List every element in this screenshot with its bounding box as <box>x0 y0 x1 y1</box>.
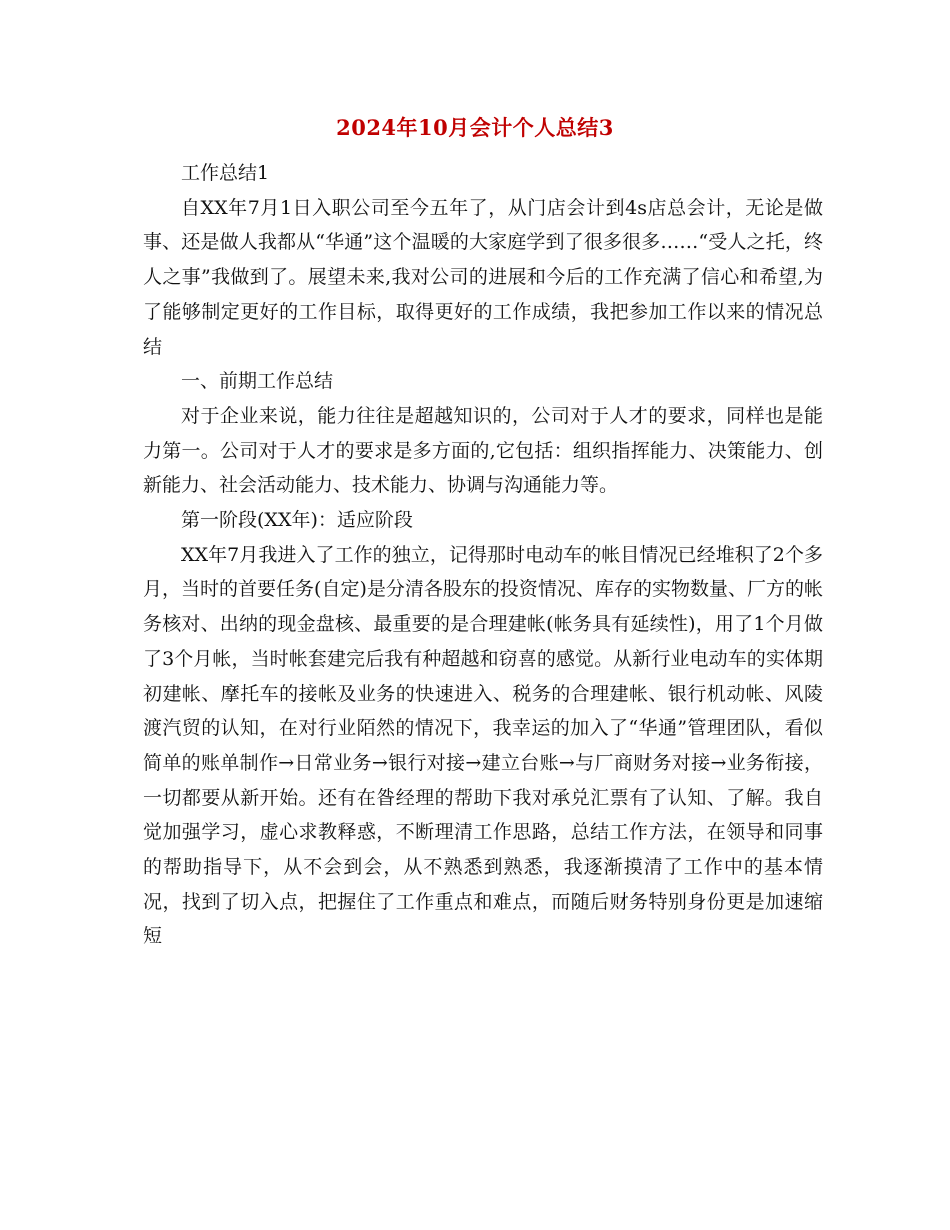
document-body <box>143 156 823 954</box>
paragraph-section-heading: 一、前期工作总结 <box>181 370 334 393</box>
document-title: 2024年10月会计个人总结3 <box>336 115 614 140</box>
paragraph-ability: 对于企业来说，能力往往是超越知识的，公司对于人才的要求，同样也是能力第一。公司对于人才的要求是多方面的,它包括：组织指挥能力、决策能力、创新能力、社会活动能力、技术能力、协调与沟通能力等。 <box>143 404 823 497</box>
paragraph-stage-detail: XX年7月我进入了工作的独立，记得那时电动车的帐目情况已经堆积了2个多月，当时的首要任务(自定)是分清各股东的投资情况、库存的实物数量、厂方的帐务核对、出纳的现金盘核、最重要的是合理建帐(帐务具有延续性)，用了1个月做了3个月帐，当时帐套建完后我有种超越和窃喜的感觉。从新行业电动车的实体期初建帐、摩托车的接帐及业务的快速进入、税务的合理建帐、银行机动帐、风陵渡汽贸的认知，在对行业陌然的情况下，我幸运的加入了“华通”管理团队，看似简单的账单制作→日常业务→银行对接→建立台账→与厂商财务对接→业务衔接，一切都要从新开始。还有在昝经理的帮助下我对承兑汇票有了认知、了解。我自觉加强学习，虚心求教释惑，不断理清工作思路，总结工作方法，在领导和同事的帮助指导下，从不会到会，从不熟悉到熟悉，我逐渐摸清了工作中的基本情况，找到了切入点，把握住了工作重点和难点，而随后财务特别身份更是加速缩短 <box>143 543 823 948</box>
paragraph-intro: 自XX年7月1日入职公司至今五年了，从门店会计到4s店总会计，无论是做事、还是做人我都从“华通”这个温暖的大家庭学到了很多很多……“受人之托，终人之事”我做到了。展望未来,我对公司的进展和今后的工作充满了信心和希望,为了能够制定更好的工作目标，取得更好的工作成绩，我把参加工作以来的情况总结 <box>143 196 823 358</box>
paragraph-work-summary-heading: 工作总结1 <box>181 162 270 184</box>
paragraph-stage-heading: 第一阶段(XX年)：适应阶段 <box>181 509 413 532</box>
